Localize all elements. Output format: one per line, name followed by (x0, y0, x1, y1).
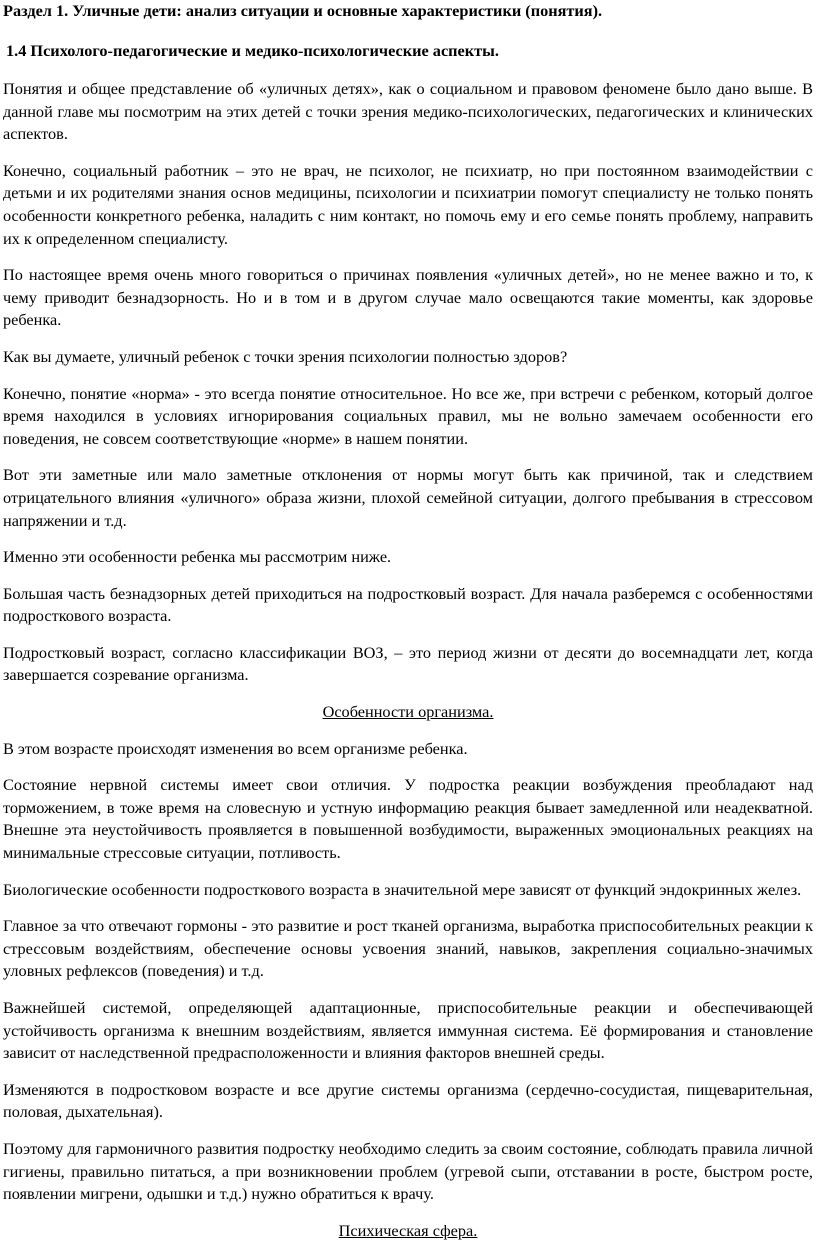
paragraph: Биологические особенности подросткового возраста в значительной мере зависят от функций эндокринных желез. (3, 879, 802, 899)
paragraph: Как вы думаете, уличный ребенок с точки зрения психологии полностью здоров? (3, 346, 568, 366)
paragraph: Важнейшей системой, определяющей адаптационные, приспособительные реакции и обеспечивающей устойчивость организма к внешним воздействиям, является иммунная система. Её формирования и становление зависит от наследственной предрасположенности и влияния факторов внешней среды. (3, 998, 813, 1063)
paragraph: Конечно, социальный работник – это не врач, не психолог, не психиатр, но при постоянном взаимодействии с детьми и их родителями знания основ медицины, психологии и психиатрии помогут специалисту не только понять особенности конкретного ребенка, наладить с ним контакт, но помочь ему и его семье понять проблему, направить их к определенном специалисту. (3, 160, 813, 248)
paragraph: Вот эти заметные или мало заметные отклонения от нормы могут быть как причиной, так и следствием отрицательного влияния «уличного» образа жизни, плохой семейной ситуации, долгого пребывания в стрессовом напряжении и т.д. (3, 465, 813, 530)
paragraph: Конечно, понятие «норма» - это всегда понятие относительное. Но все же, при встречи с ребенком, который долгое время находился в условиях игнорирования социальных правил, мы не вольно замечаем особенности его поведения, не совсем соответствующие «норме» в нашем понятии. (3, 383, 813, 448)
paragraph: Состояние нервной системы имеет свои отличия. У подростка реакции возбуждения преобладают над торможением, в тоже время на словесную и устную информацию реакция бывает замедленной или неадекватной. Внешне эта неустойчивость проявляется в повышенной возбудимости, выраженных эмоциональных реакциях на минимальные стрессовые ситуации, потливость. (3, 775, 813, 863)
paragraph: Понятия и общее представление об «уличных детях», как о социальном и правовом феномене было дано выше. В данной главе мы посмотрим на этих детей с точки зрения медико-психологических, педагогических и клинических аспектов. (3, 79, 813, 144)
section-title: Раздел 1. Уличные дети: анализ ситуации и основные характеристики (понятия). (3, 1, 603, 20)
subheading-psyche (3, 1220, 813, 1242)
subheading-organism-text: Особенности организма. (322, 702, 494, 722)
paragraph: Большая часть безнадзорных детей приходиться на подростковый возраст. Для начала разберемся с особенностями подросткового возраста. (3, 583, 813, 626)
paragraph: Главное за что отвечают гормоны - это развитие и рост тканей организма, выработка приспособительных реакции к стрессовым воздействиям, обеспечение основы усвоения знаний, навыков, закрепления социально-значимых уловных рефлексов (поведения) и т.д. (3, 916, 813, 981)
paragraph: Подростковый возраст, согласно классификации ВОЗ, – это период жизни от десяти до восемнадцати лет, когда завершается созревание организма. (3, 642, 813, 685)
paragraph: В этом возрасте происходят изменения во всем организме ребенка. (3, 738, 468, 758)
paragraph: Изменяются в подростковом возрасте и все другие системы организма (сердечно-сосудистая, пищеварительная, половая, дыхательная). (3, 1079, 813, 1122)
paragraph: Именно эти особенности ребенка мы рассмотрим ниже. (3, 547, 392, 567)
subsection-title: 1.4 Психолого-педагогические и медико-психологические аспекты. (6, 41, 499, 60)
subheading-psyche-text: Психическая сфера. (338, 1220, 478, 1240)
subheading-organism (3, 701, 813, 724)
paragraph: Поэтому для гармоничного развития подростку необходимо следить за своим состояние, соблюдать правила личной гигиены, правильно питаться, а при возникновении проблем (угревой сыпи, отставании в росте, быстром росте, появлении мигрени, одышки и т.д.) нужно обратиться к врачу. (3, 1138, 813, 1204)
paragraph: По настоящее время очень много говориться о причинах появления «уличных детей», но не менее важно и то, к чему приводит безнадзорность. Но и в том и в другом случае мало освещаются такие моменты, как здоровье ребенка. (3, 265, 813, 330)
